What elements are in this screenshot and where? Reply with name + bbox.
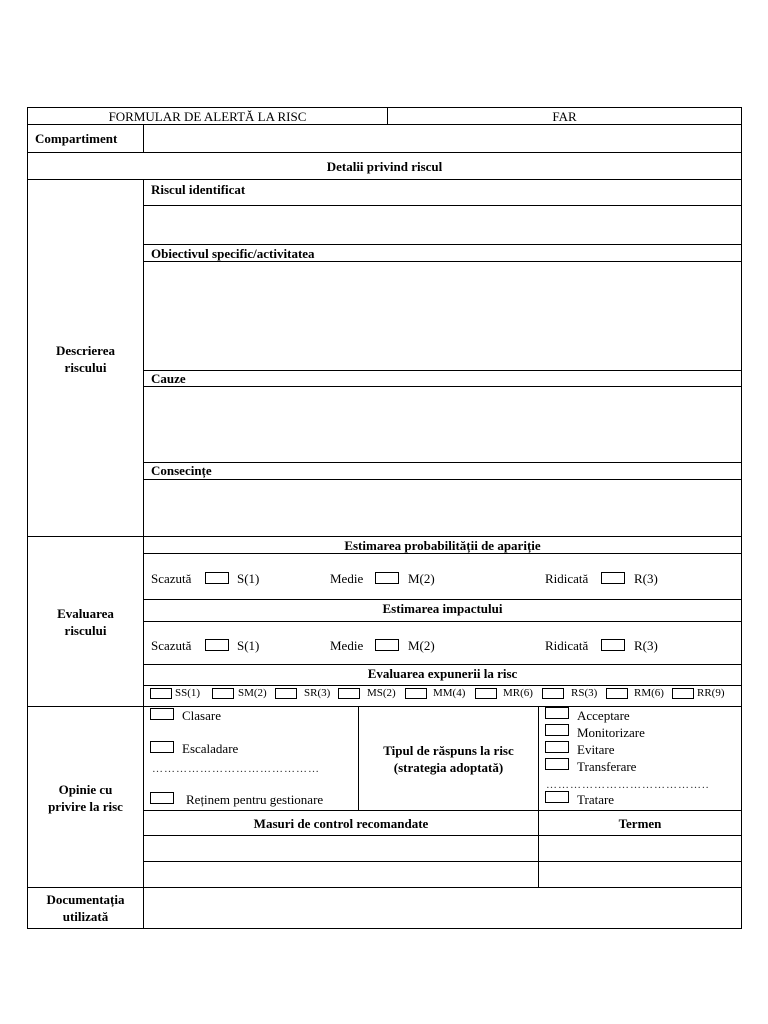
- exp-ms-checkbox[interactable]: [338, 688, 360, 699]
- termen-title: Termen: [618, 816, 662, 831]
- prob-low-code: S(1): [237, 571, 260, 586]
- exp-rm-code: RM(6): [634, 687, 664, 699]
- dotted-line-right: …………………………………..: [546, 779, 710, 791]
- cauze-field[interactable]: [144, 387, 741, 462]
- masuri-field-2[interactable]: [144, 862, 538, 887]
- compartiment-field[interactable]: [144, 125, 741, 152]
- rule: [143, 664, 742, 665]
- exp-sr-checkbox[interactable]: [275, 688, 297, 699]
- prob-low-checkbox[interactable]: [205, 572, 229, 584]
- evaluare-label-1: Evaluarea: [57, 606, 114, 621]
- impact-high-checkbox[interactable]: [601, 639, 625, 651]
- termen-field-2[interactable]: [539, 862, 741, 887]
- detalii-title: Detalii privind riscul: [326, 159, 443, 174]
- exp-mm-code: MM(4): [433, 687, 466, 699]
- obiectivul-field[interactable]: [144, 262, 741, 370]
- exp-rr-checkbox[interactable]: [672, 688, 694, 699]
- rule: [27, 706, 742, 707]
- documentatie-field[interactable]: [144, 888, 741, 928]
- exp-mr-checkbox[interactable]: [475, 688, 497, 699]
- masuri-field-1[interactable]: [144, 836, 538, 861]
- exp-rm-checkbox[interactable]: [606, 688, 628, 699]
- evitare-label: Evitare: [577, 742, 615, 757]
- documentatie-label-2: utilizată: [62, 909, 109, 924]
- consecinte-label: Consecințe: [151, 463, 212, 478]
- descriere-label-2: riscului: [64, 360, 107, 375]
- rule: [27, 107, 742, 108]
- rule: [143, 621, 742, 622]
- rule: [143, 244, 742, 245]
- consecinte-field[interactable]: [144, 480, 741, 536]
- cauze-label: Cauze: [151, 371, 186, 386]
- riscul-identificat-label: Riscul identificat: [151, 182, 246, 197]
- clasare-label: Clasare: [182, 708, 221, 723]
- exp-ms-code: MS(2): [367, 687, 396, 699]
- prob-mid-checkbox[interactable]: [375, 572, 399, 584]
- opinie-label-1: Opinie cu: [58, 782, 113, 797]
- termen-field-1[interactable]: [539, 836, 741, 861]
- form-title: FORMULAR DE ALERTĂ LA RISC: [108, 109, 307, 124]
- compartiment-label: Compartiment: [35, 131, 118, 146]
- rule: [143, 370, 742, 371]
- escaladare-checkbox[interactable]: [150, 741, 174, 753]
- tratare-checkbox[interactable]: [545, 791, 569, 803]
- probabilitate-title: Estimarea probabilității de apariție: [344, 538, 541, 553]
- acceptare-checkbox[interactable]: [545, 707, 569, 719]
- impact-low-checkbox[interactable]: [205, 639, 229, 651]
- evaluare-label-2: riscului: [64, 623, 107, 638]
- exp-ss-checkbox[interactable]: [150, 688, 172, 699]
- retinem-label: Reținem pentru gestionare: [186, 792, 324, 807]
- monitorizare-checkbox[interactable]: [545, 724, 569, 736]
- tratare-label: Tratare: [577, 792, 615, 807]
- rule: [741, 107, 742, 929]
- rule: [143, 810, 742, 811]
- impact-low-label: Scazută: [151, 638, 192, 653]
- exp-rs-checkbox[interactable]: [542, 688, 564, 699]
- exp-mr-code: MR(6): [503, 687, 533, 699]
- prob-high-label: Ridicată: [545, 571, 589, 586]
- retinem-checkbox[interactable]: [150, 792, 174, 804]
- clasare-checkbox[interactable]: [150, 708, 174, 720]
- dotted-line-left: ……………………………………: [152, 763, 320, 775]
- impact-low-code: S(1): [237, 638, 260, 653]
- masuri-title: Masuri de control recomandate: [253, 816, 429, 831]
- form-code: FAR: [552, 109, 577, 124]
- escaladare-label: Escaladare: [182, 741, 239, 756]
- impact-mid-label: Medie: [330, 638, 364, 653]
- tip-raspuns-line1: Tipul de răspuns la risc: [383, 743, 514, 758]
- documentatie-label-1: Documentația: [46, 892, 125, 907]
- rule: [27, 179, 742, 180]
- monitorizare-label: Monitorizare: [577, 725, 645, 740]
- impact-high-label: Ridicată: [545, 638, 589, 653]
- prob-high-checkbox[interactable]: [601, 572, 625, 584]
- obiectivul-label: Obiectivul specific/activitatea: [151, 246, 315, 261]
- rule: [27, 536, 742, 537]
- impact-mid-checkbox[interactable]: [375, 639, 399, 651]
- evitare-checkbox[interactable]: [545, 741, 569, 753]
- exp-mm-checkbox[interactable]: [405, 688, 427, 699]
- exp-sm-code: SM(2): [238, 687, 267, 699]
- transferare-checkbox[interactable]: [545, 758, 569, 770]
- prob-mid-label: Medie: [330, 571, 364, 586]
- tip-raspuns-line2: (strategia adoptată): [393, 760, 504, 775]
- riscul-identificat-field[interactable]: [144, 206, 741, 244]
- transferare-label: Transferare: [577, 759, 637, 774]
- rule: [143, 599, 742, 600]
- rule: [27, 928, 742, 929]
- expunere-title: Evaluarea expunerii la risc: [367, 666, 518, 681]
- exp-rr-code: RR(9): [697, 687, 725, 699]
- opinie-label-2: privire la risc: [48, 799, 123, 814]
- prob-low-label: Scazută: [151, 571, 192, 586]
- exp-sm-checkbox[interactable]: [212, 688, 234, 699]
- acceptare-label: Acceptare: [577, 708, 630, 723]
- prob-high-code: R(3): [634, 571, 658, 586]
- exp-ss-code: SS(1): [175, 687, 201, 699]
- impact-high-code: R(3): [634, 638, 658, 653]
- exp-rs-code: RS(3): [571, 687, 598, 699]
- rule: [143, 462, 742, 463]
- prob-mid-code: M(2): [408, 571, 435, 586]
- rule: [27, 152, 742, 153]
- descriere-label-1: Descrierea: [56, 343, 115, 358]
- exp-sr-code: SR(3): [304, 687, 331, 699]
- rule: [143, 553, 742, 554]
- rule: [358, 706, 359, 811]
- impact-title: Estimarea impactului: [382, 601, 503, 616]
- impact-mid-code: M(2): [408, 638, 435, 653]
